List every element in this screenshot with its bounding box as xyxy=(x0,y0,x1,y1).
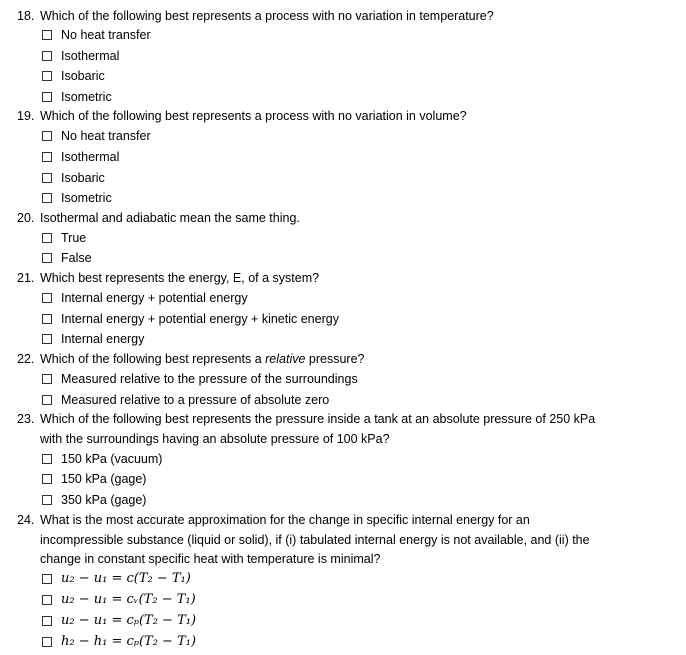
option-internal-potential[interactable]: Internal energy + potential energy xyxy=(42,290,248,306)
checkbox[interactable] xyxy=(42,495,52,505)
question-text: Which of the following best represents a process with no variation in volume? xyxy=(40,109,467,123)
question-text: Which of the following best represents a process with no variation in temperature? xyxy=(40,9,494,23)
question-text: change in constant specific heat with temperature is minimal? xyxy=(40,552,381,566)
question-number: 21. xyxy=(17,271,35,285)
checkbox[interactable] xyxy=(42,637,52,647)
option-u-c[interactable]: u₂ − u₁ = c(T₂ − T₁) xyxy=(42,571,191,587)
option-isometric[interactable]: Isometric xyxy=(42,89,112,105)
question-number: 23. xyxy=(17,412,35,426)
checkbox[interactable] xyxy=(42,395,52,405)
option-isometric[interactable]: Isometric xyxy=(42,190,112,206)
option-true[interactable]: True xyxy=(42,230,86,246)
option-internal-energy[interactable]: Internal energy xyxy=(42,331,144,347)
question-number: 19. xyxy=(17,109,35,123)
question-text: Isothermal and adiabatic mean the same thing. xyxy=(40,211,300,225)
option-isobaric[interactable]: Isobaric xyxy=(42,170,105,186)
option-internal-potential-kinetic[interactable]: Internal energy + potential energy + kinetic energy xyxy=(42,311,339,327)
checkbox[interactable] xyxy=(42,193,52,203)
checkbox[interactable] xyxy=(42,92,52,102)
checkbox[interactable] xyxy=(42,71,52,81)
option-u-cv[interactable]: u₂ − u₁ = cᵥ(T₂ − T₁) xyxy=(42,592,196,608)
checkbox[interactable] xyxy=(42,314,52,324)
question-number: 24. xyxy=(17,513,35,527)
question-number: 22. xyxy=(17,352,35,366)
option-no-heat-transfer[interactable]: No heat transfer xyxy=(42,128,151,144)
checkbox[interactable] xyxy=(42,474,52,484)
option-no-heat-transfer[interactable]: No heat transfer xyxy=(42,27,151,43)
checkbox[interactable] xyxy=(42,131,52,141)
checkbox[interactable] xyxy=(42,51,52,61)
question-text: What is the most accurate approximation for the change in specific internal energy for an xyxy=(40,513,530,527)
option-150-gage[interactable]: 150 kPa (gage) xyxy=(42,471,146,487)
checkbox[interactable] xyxy=(42,253,52,263)
checkbox[interactable] xyxy=(42,374,52,384)
option-h-cp[interactable]: h₂ − h₁ = cₚ(T₂ − T₁) xyxy=(42,634,196,650)
checkbox[interactable] xyxy=(42,233,52,243)
checkbox[interactable] xyxy=(42,616,52,626)
question-text: incompressible substance (liquid or solid), if (i) tabulated internal energy is not available, and (ii) the xyxy=(40,533,590,547)
question-text: Which best represents the energy, E, of a system? xyxy=(40,271,320,285)
question-text: with the surroundings having an absolute pressure of 100 kPa? xyxy=(40,432,390,446)
option-false[interactable]: False xyxy=(42,250,92,266)
checkbox[interactable] xyxy=(42,595,52,605)
question-number: 20. xyxy=(17,211,35,225)
option-150-vacuum[interactable]: 150 kPa (vacuum) xyxy=(42,451,162,467)
question-number: 18. xyxy=(17,9,35,23)
option-relative-absolute-zero[interactable]: Measured relative to a pressure of absolute zero xyxy=(42,392,329,408)
checkbox[interactable] xyxy=(42,574,52,584)
checkbox[interactable] xyxy=(42,173,52,183)
option-isobaric[interactable]: Isobaric xyxy=(42,68,105,84)
option-relative-surroundings[interactable]: Measured relative to the pressure of the surroundings xyxy=(42,371,358,387)
checkbox[interactable] xyxy=(42,152,52,162)
option-isothermal[interactable]: Isothermal xyxy=(42,149,119,165)
checkbox[interactable] xyxy=(42,293,52,303)
checkbox[interactable] xyxy=(42,334,52,344)
option-u-cp[interactable]: u₂ − u₁ = cₚ(T₂ − T₁) xyxy=(42,613,196,629)
checkbox[interactable] xyxy=(42,30,52,40)
question-text: Which of the following best represents a relative pressure? xyxy=(40,352,365,366)
option-isothermal[interactable]: Isothermal xyxy=(42,48,119,64)
option-350-gage[interactable]: 350 kPa (gage) xyxy=(42,492,146,508)
checkbox[interactable] xyxy=(42,454,52,464)
question-text: Which of the following best represents the pressure inside a tank at an absolute pressure of 250 kPa xyxy=(40,412,596,426)
